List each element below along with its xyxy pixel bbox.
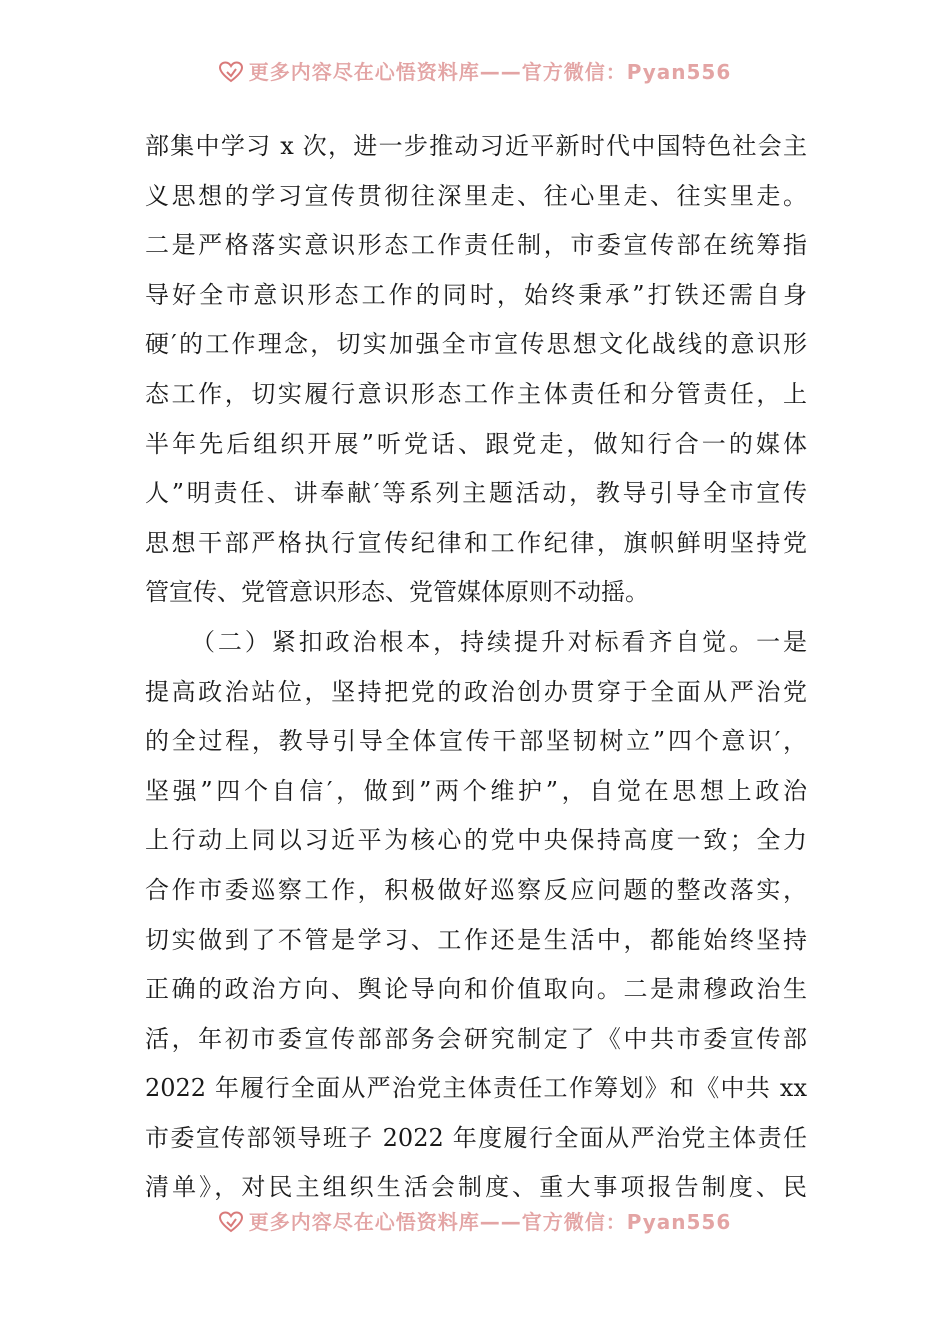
- text-line: 半年先后组织开展”听党话、跟党走，做知行合一的媒体: [145, 429, 807, 458]
- watermark-bottom: [0, 1206, 950, 1238]
- text-line: 合作市委巡察工作，积极做好巡察反应问题的整改落实，: [145, 875, 807, 904]
- text-line: 态工作，切实履行意识形态工作主体责任和分管责任，上: [145, 379, 807, 408]
- text-line: 导好全市意识形态工作的同时，始终秉承”打铁还需自身: [145, 280, 807, 309]
- watermark-text: 更多内容尽在心悟资料库——官方微信：Pyan556: [248, 60, 732, 84]
- text-line: 坚强”四个自信′，做到”两个维护”，自觉在思想上政治: [145, 776, 807, 805]
- text-line: 上行动上同以习近平为核心的党中央保持高度一致；全力: [145, 826, 807, 855]
- text-line: 切实做到了不管是学习、工作还是生活中，都能始终坚持: [145, 925, 807, 954]
- text-line: 2022 年履行全面从严治党主体责任工作筹划》和《中共 xx: [145, 1074, 807, 1103]
- text-line: 管宣传、党管意识形态、党管媒体原则不动摇。: [145, 578, 649, 607]
- text-line: 正确的政治方向、舆论导向和价值取向。二是肃穆政治生: [145, 975, 807, 1004]
- text-line: 义思想的学习宣传贯彻往深里走、往心里走、往实里走。: [145, 181, 807, 210]
- heart-logo-icon: [219, 61, 243, 83]
- section-heading-line: （二）紧扣政治根本，持续提升对标看齐自觉。一是: [191, 627, 807, 656]
- text-line: 的全过程，教导引导全体宣传干部坚韧树立”四个意识′，: [145, 727, 807, 756]
- text-line: 市委宣传部领导班子 2022 年度履行全面从严治党主体责任: [145, 1123, 807, 1152]
- text-line: 人”明责任、讲奉献′等系列主题活动，教导引导全市宣传: [145, 479, 807, 508]
- text-line: 思想干部严格执行宣传纪律和工作纪律，旗帜鲜明坚持党: [145, 528, 807, 557]
- watermark-top: [0, 56, 950, 88]
- text-line: 清单》，对民主组织生活会制度、重大事项报告制度、民: [145, 1173, 807, 1202]
- text-line: 二是严格落实意识形态工作责任制，市委宣传部在统筹指: [145, 231, 807, 260]
- text-line: 提高政治站位，坚持把党的政治创办贯穿于全面从严治党: [145, 677, 807, 706]
- heart-logo-icon: [219, 1211, 243, 1233]
- text-line: 活，年初市委宣传部部务会研究制定了《中共市委宣传部: [145, 1024, 807, 1053]
- text-line: 部集中学习 x 次，进一步推动习近平新时代中国特色社会主: [145, 132, 807, 160]
- document-body: [145, 122, 807, 1213]
- text-line: 硬′的工作理念，切实加强全市宣传思想文化战线的意识形: [145, 330, 807, 359]
- watermark-text: 更多内容尽在心悟资料库——官方微信：Pyan556: [248, 1210, 732, 1234]
